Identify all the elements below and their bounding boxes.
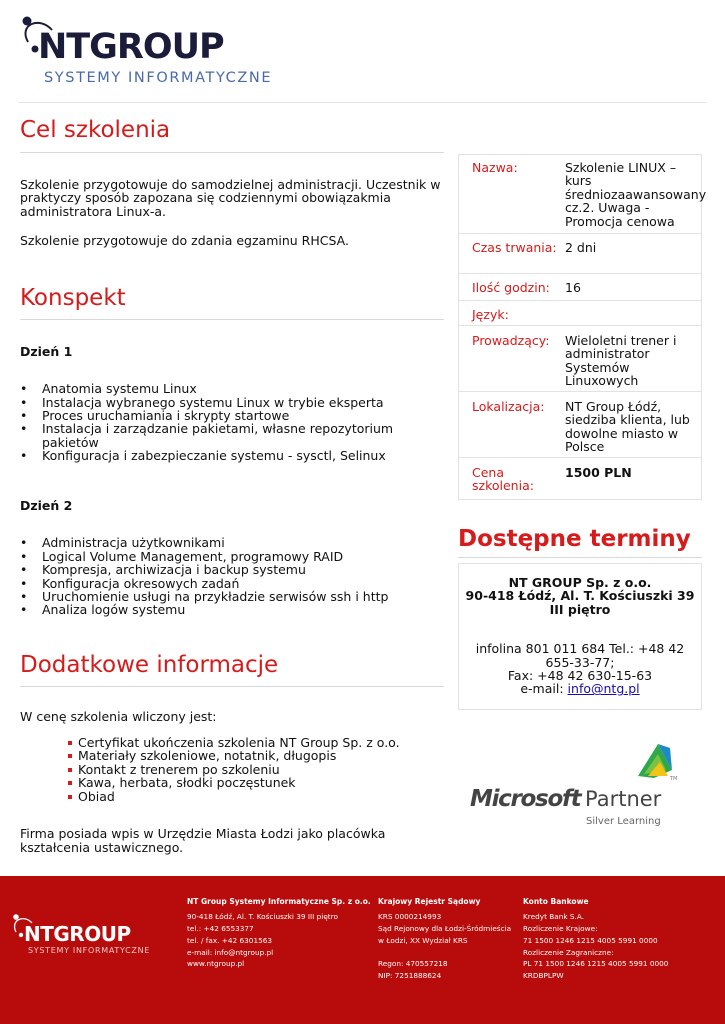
list-item: • Proces uruchamiania i skrypty startowe xyxy=(20,409,444,422)
footer-bank-title: Konto Bankowe xyxy=(523,897,589,906)
day2-list xyxy=(20,536,444,616)
course-info-box xyxy=(458,154,707,500)
list-item: Obiad xyxy=(68,790,444,803)
list-item: • Analiza logów systemu xyxy=(20,603,444,616)
czas-label: Czas trwania: xyxy=(472,240,557,255)
footer-logo[interactable] xyxy=(10,912,160,960)
lokalizacja-label: Lokalizacja: xyxy=(472,399,545,414)
list-item: • Administracja użytkownikami xyxy=(20,536,444,549)
email-label: e-mail: xyxy=(520,681,564,697)
footer-line: 90-418 Łódź, Al. T. Kościuszki 39 III piętro xyxy=(187,912,338,922)
partner-level: Silver Learning xyxy=(586,816,661,827)
footer-logo-subtitle: SYSTEMY INFORMATYCZNE xyxy=(28,946,151,955)
company-email-line xyxy=(459,682,701,695)
header-divider xyxy=(18,102,707,103)
info-row-jezyk xyxy=(459,301,701,326)
svg-text:TM: TM xyxy=(670,776,678,782)
footer-line: PL 71 1500 1246 1215 4005 5991 0000 xyxy=(523,959,669,969)
list-item: • Instalacja wybranego systemu Linux w trybie eksperta xyxy=(20,396,444,409)
list-item: Certyfikat ukończenia szkolenia NT Group Sp. z o.o. xyxy=(68,736,444,749)
footer-company-column xyxy=(187,896,371,970)
list-item: Kawa, herbata, słodki poczęstunek xyxy=(68,776,444,789)
day2-heading: Dzień 2 xyxy=(20,498,73,514)
nazwa-value: Szkolenie LINUX – kurs średniozaawansowany cz.2. Uwaga - Promocja cenowa xyxy=(565,160,707,229)
list-item: • Uruchomienie usługi na przykładzie serwisów ssh i http xyxy=(20,590,444,603)
footer-line: Rozliczenie Krajowe: xyxy=(523,923,598,933)
dodatkowe-divider xyxy=(20,686,444,687)
info-row-cena xyxy=(459,458,701,500)
prowadzacy-label: Prowadzący: xyxy=(472,333,550,348)
konspekt-title: Konspekt xyxy=(20,284,126,311)
footer-email[interactable]: e-mail: info@ntgroup.pl xyxy=(187,947,274,957)
footer-line: tel.: +42 6553377 xyxy=(187,923,254,933)
partner-badge-icon xyxy=(638,744,677,782)
info-row-prowadzacy xyxy=(459,326,701,392)
footer-krs-column xyxy=(378,896,511,982)
list-item: • Logical Volume Management, programowy RAID xyxy=(20,550,444,563)
list-item: • Anatomia systemu Linux xyxy=(20,382,444,395)
list-item: • Konfiguracja i zabezpieczanie systemu - sysctl, Selinux xyxy=(20,449,444,462)
footer-logo-text: NTGROUP xyxy=(24,922,131,946)
main-content xyxy=(20,117,444,854)
footer-line: Kredyt Bank S.A. xyxy=(523,912,585,922)
contact-box xyxy=(458,563,702,710)
footer xyxy=(0,876,725,1024)
footer-company-title: NT Group Systemy Informatyczne Sp. z o.o. xyxy=(187,897,371,906)
company-phones: infolina 801 011 684 Tel.: +48 42 655-33-77; xyxy=(475,641,685,670)
godzin-label: Ilość godzin: xyxy=(472,280,550,295)
footer-bank-column xyxy=(523,896,668,982)
list-item: Materiały szkoleniowe, notatnik, długopis xyxy=(68,749,444,762)
partner-text: Partner xyxy=(585,787,662,811)
info-row-czas xyxy=(459,234,701,274)
footer-krs-title: Krajowy Rejestr Sądowy xyxy=(378,897,481,906)
cena-value: 1500 PLN xyxy=(565,465,632,480)
dodatkowe-intro: W cenę szkolenia wliczony jest: xyxy=(20,709,217,725)
company-address: 90-418 Łódź, Al. T. Kościuszki 39 xyxy=(465,588,695,604)
list-item: • Kompresja, archiwizacja i backup systemu xyxy=(20,563,444,576)
company-fax: Fax: +48 42 630-15-63 xyxy=(507,667,653,683)
info-row-godzin xyxy=(459,274,701,301)
czas-value: 2 dni xyxy=(565,240,597,255)
nazwa-label: Nazwa: xyxy=(472,160,518,175)
company-name: NT GROUP Sp. z o.o. xyxy=(508,575,652,590)
day1-list xyxy=(20,382,444,462)
list-item: • Instalacja i zarządzanie pakietami, własne repozytorium pakietów xyxy=(20,422,444,449)
footer-line: KRS 0000214993 xyxy=(378,912,442,922)
list-item: • Konfiguracja okresowych zadań xyxy=(20,577,444,590)
cel-paragraph-1: Szkolenie przygotowuje do samodzielnej administracji. Uczestnik w praktyczy sposób zapozana się codziennymi obowiązakmia administratora Linux-a. xyxy=(20,176,441,220)
logo-subtitle: SYSTEMY INFORMATYCZNE xyxy=(44,70,273,86)
footer-line: Rozliczenie Zagraniczne: xyxy=(523,947,614,957)
ntgroup-logo[interactable] xyxy=(14,14,304,92)
footer-line: KRDBPLPW xyxy=(523,971,564,981)
dodatkowe-title: Dodatkowe informacje xyxy=(20,651,279,678)
day1-heading: Dzień 1 xyxy=(20,344,73,360)
footer-line: Sąd Rejonowy dla Łodzi-Śródmieścia xyxy=(378,923,512,933)
dodatkowe-note: Firma posiada wpis w Urzędzie Miasta Łodzi jako placówka kształcenia ustawicznego. xyxy=(20,825,386,855)
konspekt-divider xyxy=(20,319,444,320)
lokalizacja-value: NT Group Łódź, siedziba klienta, lub dowolne miasto w Polsce xyxy=(565,399,690,455)
cel-paragraph-2: Szkolenie przygotowuje do zdania egzaminu RHCSA. xyxy=(20,232,349,248)
dodatkowe-list xyxy=(68,736,444,803)
terminy-divider xyxy=(458,557,702,558)
prowadzacy-value: Wieloletni trener i administrator Systemów Linuxowych xyxy=(565,333,677,389)
cena-label: Cena szkolenia: xyxy=(472,465,534,494)
company-floor: III piętro xyxy=(549,601,611,617)
footer-spacer xyxy=(378,947,511,959)
microsoft-text: Microsoft xyxy=(470,786,581,812)
footer-line: Regon: 470557218 xyxy=(378,959,448,969)
terminy-title: Dostępne terminy xyxy=(458,526,691,552)
info-row-lokalizacja xyxy=(459,392,701,458)
jezyk-label: Język: xyxy=(472,307,509,322)
info-row-nazwa xyxy=(459,155,707,234)
cel-divider xyxy=(20,152,444,153)
microsoft-partner-logo xyxy=(466,740,676,830)
cel-title: Cel szkolenia xyxy=(20,117,171,143)
list-item: Kontakt z trenerem po szkoleniu xyxy=(68,763,444,776)
footer-line: tel. / fax. +42 6301563 xyxy=(187,935,273,945)
footer-line: w Łodzi, XX Wydział KRS xyxy=(378,935,468,945)
footer-line: 71 1500 1246 1215 4005 5991 0000 xyxy=(523,935,658,945)
logo-text: NTGROUP xyxy=(38,27,224,67)
footer-line: NIP: 7251888624 xyxy=(378,971,442,981)
footer-website[interactable]: www.ntgroup.pl xyxy=(187,959,245,969)
godzin-value: 16 xyxy=(565,280,581,295)
email-link[interactable]: info@ntg.pl xyxy=(567,681,640,697)
